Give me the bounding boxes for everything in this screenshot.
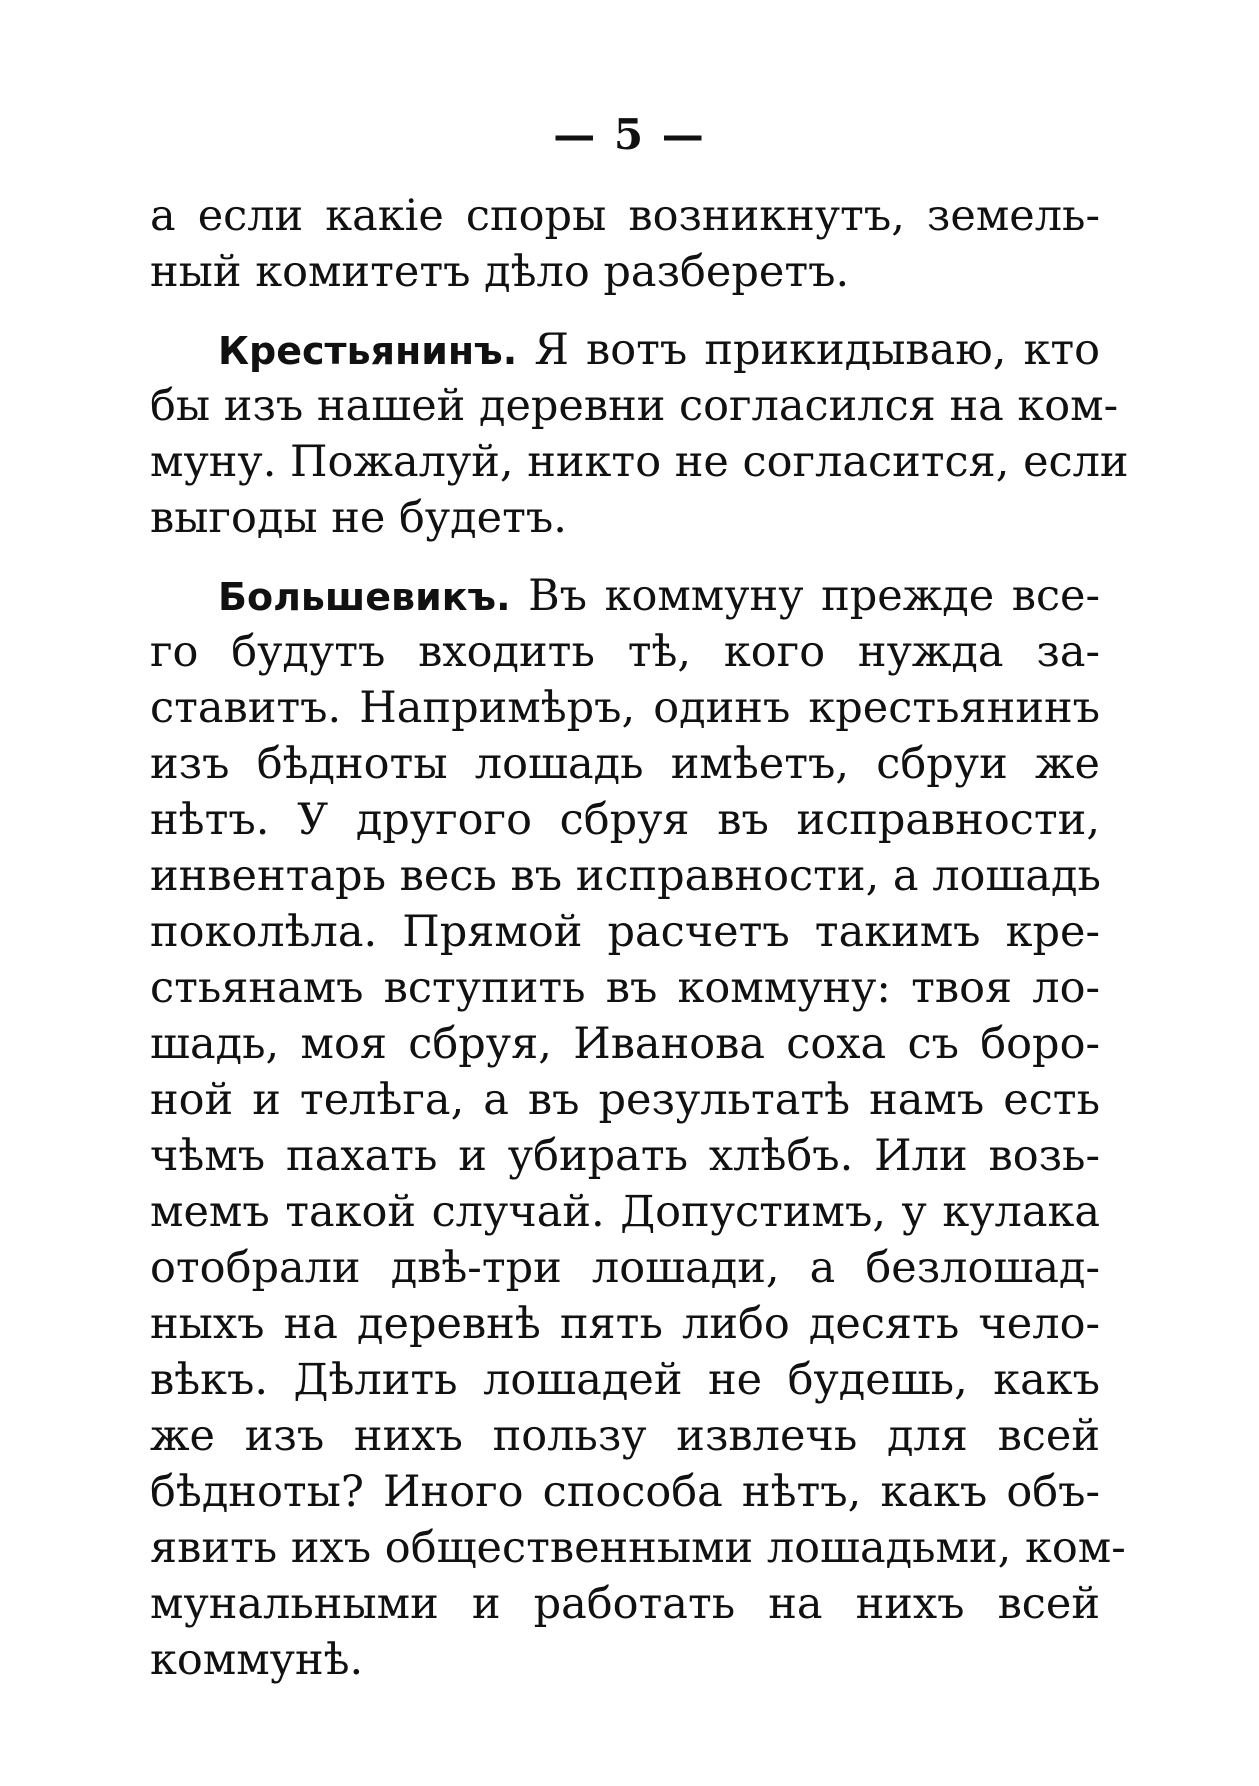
text-line: бѣдноты? Иного способа нѣтъ, какъ объ-: [150, 1467, 1100, 1517]
text-line: шадь, моя сбруя, Иванова соха съ боро-: [150, 1019, 1100, 1069]
text-line: явить ихъ общественными лошадьми, ком-: [150, 1523, 1126, 1573]
text-line: отобрали двѣ-три лошади, а безлошад-: [150, 1243, 1100, 1293]
text-line: поколѣла. Прямой расчетъ такимъ кре-: [150, 907, 1100, 957]
text-line: мунальными и работать на нихъ всей: [150, 1579, 1100, 1629]
page-number: — 5 —: [553, 110, 706, 159]
paragraph: [150, 568, 1126, 1688]
text-line: коммунѣ.: [150, 1635, 364, 1685]
speaker-label: Крестьянинъ.: [218, 329, 518, 373]
paragraph: [150, 322, 1129, 546]
text-fragment: Я вотъ прикидываю, кто: [534, 325, 1100, 375]
text-line: [150, 322, 1100, 378]
text-line: стьянамъ вступить въ коммуну: твоя ло-: [150, 963, 1100, 1013]
text-line: бы изъ нашей деревни согласился на ком-: [150, 381, 1119, 431]
body-text: [150, 188, 1129, 1688]
text-fragment: Въ коммуну прежде все-: [528, 571, 1100, 621]
text-line: [150, 568, 1100, 624]
text-line: го будутъ входить тѣ, кого нужда за-: [150, 627, 1100, 677]
text-line: а если какie споры возникнутъ, земель-: [150, 191, 1100, 241]
speaker-label: Большевикъ.: [218, 575, 511, 619]
text-line: чѣмъ пахать и убирать хлѣбъ. Или возь-: [150, 1131, 1100, 1181]
text-line: нѣтъ. У другого сбруя въ исправности,: [150, 795, 1100, 845]
text-line: ный комитетъ дѣло разберетъ.: [150, 247, 850, 297]
text-line: выгоды не будетъ.: [150, 493, 567, 543]
text-line: ной и телѣга, а въ результатѣ намъ есть: [150, 1075, 1100, 1125]
text-line: изъ бѣдноты лошадь имѣетъ, сбруи же: [150, 739, 1100, 789]
text-line: инвентарь весь въ исправности, а лошадь: [150, 851, 1101, 901]
text-line: мемъ такой случай. Допустимъ, у кулака: [150, 1187, 1100, 1237]
paragraph: [150, 188, 1100, 300]
text-line: же изъ нихъ пользу извлечь для всей: [150, 1411, 1100, 1461]
text-line: муну. Пожалуй, никто не согласится, если: [150, 437, 1129, 487]
text-line: вѣкъ. Дѣлить лошадей не будешь, какъ: [150, 1355, 1100, 1405]
text-line: ныхъ на деревнѣ пять либо десять чело-: [150, 1299, 1100, 1349]
text-line: ставитъ. Напримѣръ, одинъ крестьянинъ: [150, 683, 1100, 733]
